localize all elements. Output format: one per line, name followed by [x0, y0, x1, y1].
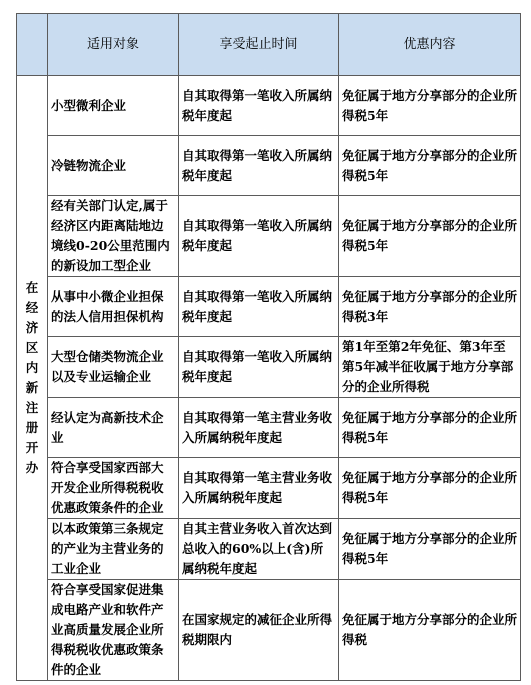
target-cell: 从事中小微企业担保的法人信用担保机构: [48, 277, 179, 337]
table-row: [17, 519, 521, 580]
target-cell: 符合享受国家促进集成电路产业和软件产业高质量发展企业所得税税收优惠政策条件的企业: [48, 580, 179, 681]
content-cell: 免征属于地方分享部分的企业所得税: [339, 580, 521, 681]
content-cell: 免征属于地方分享部分的企业所得税3年: [339, 277, 521, 337]
group-label: 在经济区内新注册开办: [17, 76, 48, 681]
content-cell: 免征属于地方分享部分的企业所得税5年: [339, 519, 521, 580]
header-target: 适用对象: [48, 14, 179, 76]
policy-table: [16, 13, 521, 681]
table-row: [17, 196, 521, 277]
table-row: [17, 458, 521, 519]
target-cell: 符合享受国家西部大开发企业所得税税收优惠政策条件的企业: [48, 458, 179, 519]
target-cell: 小型微利企业: [48, 76, 179, 136]
content-cell: 免征属于地方分享部分的企业所得税5年: [339, 398, 521, 458]
table-row: [17, 580, 521, 681]
target-cell: 经认定为高新技术企业: [48, 398, 179, 458]
content-cell: 免征属于地方分享部分的企业所得税5年: [339, 458, 521, 519]
content-cell: 免征属于地方分享部分的企业所得税5年: [339, 76, 521, 136]
header-period: 享受起止时间: [179, 14, 339, 76]
period-cell: 自其取得第一笔主营业务收入所属纳税年度起: [179, 398, 339, 458]
header-category: [17, 14, 48, 76]
content-cell: 第1年至第2年免征、第3年至第5年减半征收属于地方分享部分的企业所得税: [339, 337, 521, 398]
period-cell: 自其取得第一笔收入所属纳税年度起: [179, 196, 339, 277]
table-row: [17, 76, 521, 136]
period-cell: 自其取得第一笔收入所属纳税年度起: [179, 337, 339, 398]
period-cell: 自其取得第一笔收入所属纳税年度起: [179, 136, 339, 196]
period-cell: 自其取得第一笔主营业务收入所属纳税年度起: [179, 458, 339, 519]
target-cell: 冷链物流企业: [48, 136, 179, 196]
target-cell: 经有关部门认定,属于经济区内距离陆地边境线0-20公里范围内的新设加工型企业: [48, 196, 179, 277]
target-cell: 以本政策第三条规定的产业为主营业务的工业企业: [48, 519, 179, 580]
table-row: [17, 277, 521, 337]
period-cell: 在国家规定的减征企业所得税期限内: [179, 580, 339, 681]
period-cell: 自其取得第一笔收入所属纳税年度起: [179, 277, 339, 337]
table-row: [17, 136, 521, 196]
table-row: [17, 398, 521, 458]
content-cell: 免征属于地方分享部分的企业所得税5年: [339, 196, 521, 277]
content-cell: 免征属于地方分享部分的企业所得税5年: [339, 136, 521, 196]
header-content: 优惠内容: [339, 14, 521, 76]
target-cell: 大型仓储类物流企业以及专业运输企业: [48, 337, 179, 398]
period-cell: 自其主营业务收入首次达到总收入的60%以上(含)所属纳税年度起: [179, 519, 339, 580]
period-cell: 自其取得第一笔收入所属纳税年度起: [179, 76, 339, 136]
table-row: [17, 337, 521, 398]
header-row: [17, 14, 521, 76]
